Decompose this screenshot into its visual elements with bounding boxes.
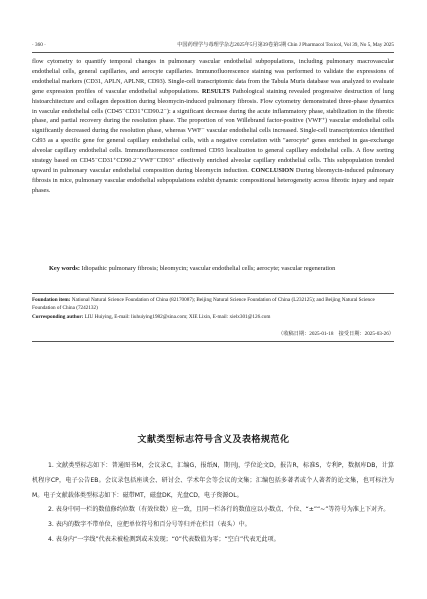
footnote-block	[32, 296, 394, 321]
corresponding-text: LIU Huiying, E-mail: liuhuiying1982@sina.com; XIE Lixin, E-mail: xielx301@126.com	[84, 313, 271, 320]
notice-title: 文献类型标志符号含义及表格规范化	[137, 435, 290, 445]
foundation-label: Foundation item:	[32, 297, 71, 303]
footnote-rule-top	[32, 293, 394, 294]
footnote-rule-bottom	[32, 341, 394, 342]
keywords	[32, 264, 394, 274]
foundation-text: National Natural Science Foundation of China (82170087); Beijing Natural Science Foundation of China (L232125); and Beijing Natural Science Foundation of China (7242132)	[32, 297, 375, 312]
notice-rule-item: 4. 表身内“一字线”代表未被检测到或未发现；“0”代表数值为零；“空白”代表无此项。	[48, 535, 280, 543]
abstract-conclusion-text: During bleomycin-induced pulmonary fibrosis in mice, pulmonary vascular endothelial subpopulations exhibit dynamic compositional heterogeneity across fibrotic injury and repair phases.	[32, 166, 394, 194]
conclusion-label: CONCLUSION	[251, 166, 294, 174]
abstract-body	[32, 57, 394, 196]
corresponding-label: Corresponding author:	[32, 313, 84, 320]
results-label: RESULTS	[201, 87, 230, 95]
notice-rule-item: 1. 文献类型标志如下：普通图书M，会议录C，汇编G，报纸N，期刊J，学位论文D，报告R，标准S，专利P，数据库DB，计算机程序CP，电子公告EB。会议录包括座谈会、研讨会、学术年会等会议的文集；汇编包括多著者或个人著者的论文集，也可标注为M。电子文献载体类型标志如下：磁带MT，磁盘DK，光盘CD，电子资源OL。	[32, 462, 394, 499]
journal-citation: 中国药理学与毒理学杂志2025年5月第39卷第5期 Chin J Pharmacol Toxicol, Vol 39, No 5, May 2025	[177, 42, 394, 48]
page-number: · 360 ·	[32, 42, 46, 48]
notice-rule-item: 3. 表内的数字不带单位，应把单位符号和百分号等归并在栏目（表头）中。	[48, 521, 251, 529]
running-header	[32, 40, 394, 50]
notice-rules-list	[32, 459, 394, 548]
notice-rule-item: 2. 表身中同一栏的数值修约位数（有效位数）应一致，且同一栏各行的数值应以小数点、个位、“±”“~”等符号为准上下对齐。	[48, 506, 390, 514]
abstract-methods-text: flow cytometry to quantify temporal changes in pulmonary vascular endothelial subpopulations, including pulmonary macrovascular endothelial cells, general capillaries, and aerocyte capillaries. Immunofluorescence staining was performed to validate the expressions of endothelial markers (CD31, APLN, APLNR, CD93). Single-cell transcriptomic data from the Tabula Muris database was analyzed to evaluate gene expression profiles of vascular endothelial subpopulations.	[32, 58, 394, 95]
keywords-label: Key words:	[49, 265, 80, 272]
header-rule	[32, 52, 394, 53]
received-accepted-dates: （收稿日期：2025-01-18 接受日期：2025-03-26）	[278, 331, 394, 337]
abstract-results-text: Pathological staining revealed progressive destruction of lung histoarchitecture and collagen deposition during bleomycin-induced pulmonary fibrosis. Flow cytometry demonstrated three-phase dynamics in vascular endothelial cells (CD45⁻CD31⁺CD90.2⁻): a significant decrease during the acute inflammatory phase, stabilization in the fibrotic phase, and partial recovery during the resolution phase. The proportion of von Willebrand factor-positive (VWF⁺) vascular endothelial cells significantly decreased during the resolution phase, whereas VWF⁻ vascular endothelial cells increased. Single-cell transcriptomics identified Cd93 as a specific gene for general capillary endothelial cells, with a negative correlation with "aerocyte" genes enriched in gas-exchange alveolar capillary endothelial cells. Immunofluorescence confirmed CD93 localization to general capillary endothelial cells. A flow sorting strategy based on CD45⁻CD31⁺CD90.2⁻VWF⁻CD93⁺ effectively enriched alveolar capillary endothelial cells. This subpopulation trended upward in pulmonary vascular endothelial composition during bleomycin induction.	[32, 87, 395, 174]
keywords-text: Idiopathic pulmonary fibrosis; bleomycin; vascular endothelial cells; aerocyte; vascular regeneration	[81, 265, 336, 272]
